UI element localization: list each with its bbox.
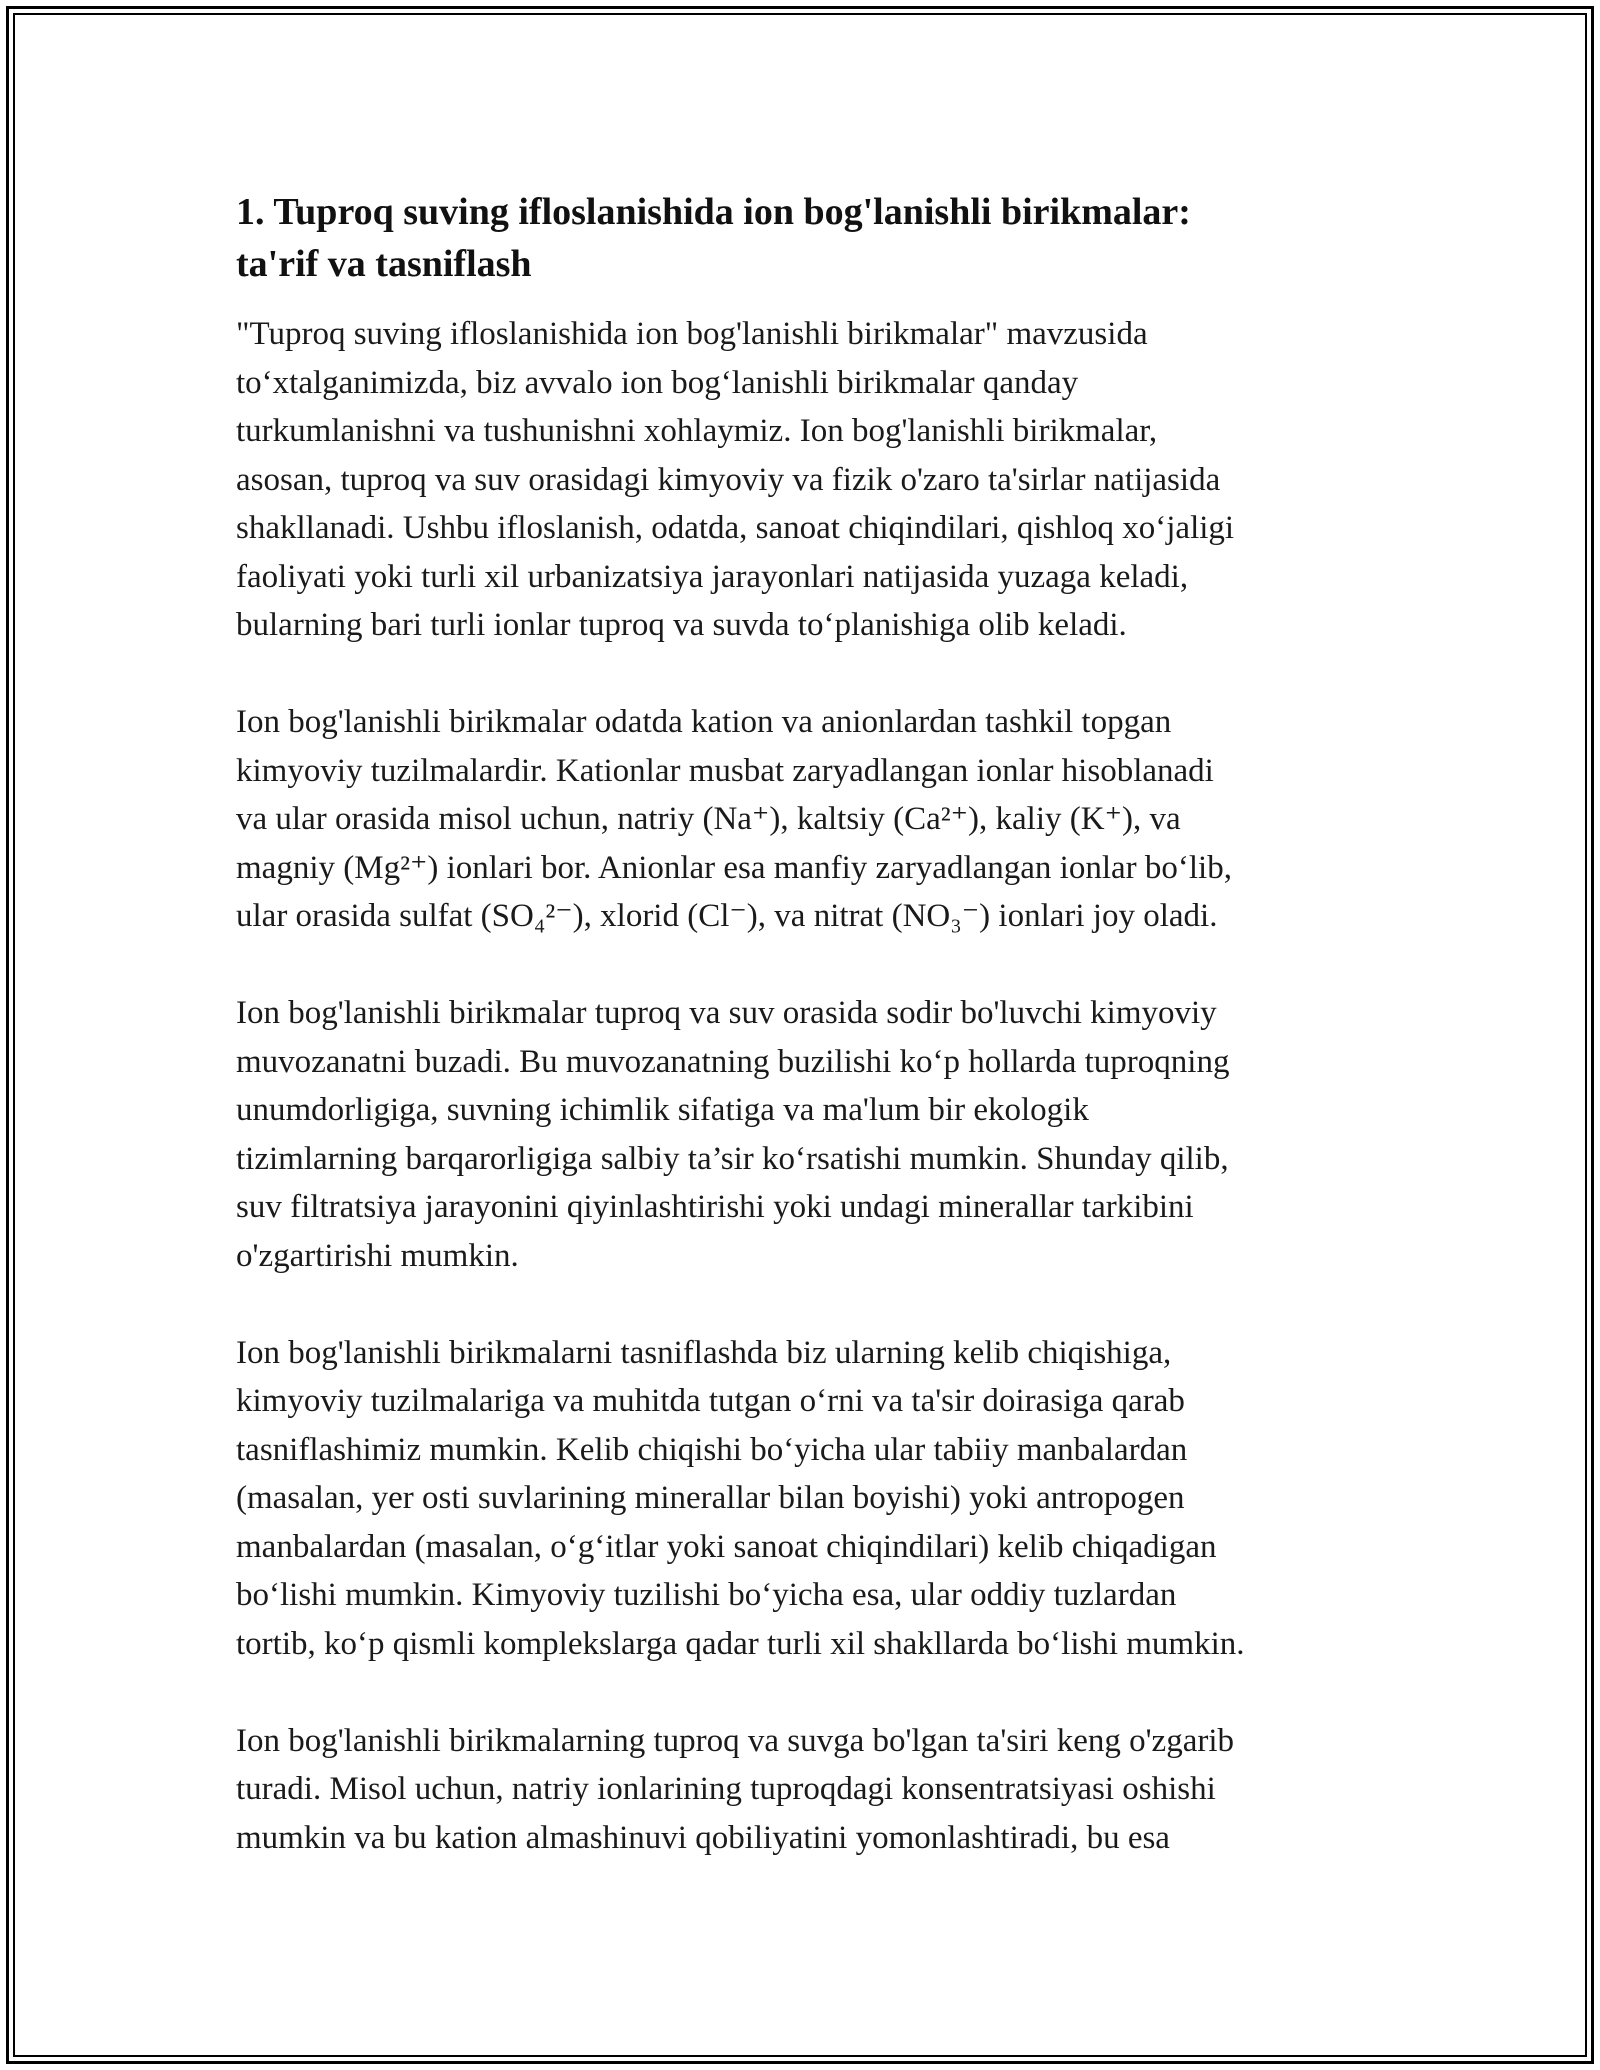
text-line: turkumlanishni va tushunishni xohlaymiz. Ion bog'lanishli birikmalar, <box>236 413 1158 449</box>
text-line: Ion bog'lanishli birikmalarning tuproq va suvga bo'lgan ta'siri keng o'zgarib <box>236 1722 1234 1759</box>
text-line: muvozanatni buzadi. Bu muvozanatning buzilishi ko‘p hollarda tuproqning <box>236 1043 1230 1080</box>
text-line: manbalardan (masalan, o‘g‘itlar yoki sanoat chiqindilari) kelib chiqadigan <box>236 1528 1217 1565</box>
text-line: tizimlarning barqarorligiga salbiy ta’sir ko‘rsatishi mumkin. Shunday qilib, <box>236 1140 1229 1177</box>
text-line: bo‘lishi mumkin. Kimyoviy tuzilishi bo‘yicha esa, ular oddiy tuzlardan <box>236 1577 1177 1613</box>
heading-line: 1. Tuproq suving ifloslanishida ion bog'lanishli birikmalar: <box>236 191 1191 233</box>
paragraph-classification <box>236 1329 1366 1669</box>
text-line: faoliyati yoki turli xil urbanizatsiya jarayonlari natijasida yuzaga keladi, <box>236 558 1189 595</box>
text-line: unumdorligiga, suvning ichimlik sifatiga va ma'lum bir ekologik <box>236 1092 1089 1128</box>
text-line: shakllanadi. Ushbu ifloslanish, odatda, sanoat chiqindilari, qishloq xo‘jaligi <box>236 510 1235 546</box>
paragraph-intro <box>236 310 1366 650</box>
text-line: Ion bog'lanishli birikmalarni tasniflashda biz ularning kelib chiqishiga, <box>236 1334 1172 1371</box>
text-line: tortib, ko‘p qismli komplekslarga qadar turli xil shakllarda bo‘lishi mumkin. <box>236 1625 1245 1662</box>
text-line: turadi. Misol uchun, natriy ionlarining tuproqdagi konsentratsiyasi oshishi <box>236 1771 1216 1807</box>
text-line: Ion bog'lanishli birikmalar tuproq va suv orasida sodir bo'luvchi kimyoviy <box>236 995 1217 1031</box>
document-body <box>236 186 1366 1911</box>
text-line: mumkin va bu kation almashinuvi qobiliyatini yomonlashtiradi, bu esa <box>236 1819 1170 1856</box>
text-line: o'zgartirishi mumkin. <box>236 1237 519 1274</box>
section-heading <box>236 186 1366 290</box>
paragraph-effects <box>236 1717 1366 1863</box>
text-line: tasniflashimiz mumkin. Kelib chiqishi bo‘yicha ular tabiiy manbalardan <box>236 1431 1188 1468</box>
text-line: (masalan, yer osti suvlarining minerallar bilan boyishi) yoki antropogen <box>236 1480 1185 1516</box>
text-line: asosan, tuproq va suv orasidagi kimyoviy va fizik o'zaro ta'sirlar natijasida <box>236 461 1221 498</box>
text-line: magniy (Mg²⁺) ionlari bor. Anionlar esa manfiy zaryadlangan ionlar bo‘lib, <box>236 849 1232 886</box>
text-line: suv filtratsiya jarayonini qiyinlashtirishi yoki undagi minerallar tarkibini <box>236 1189 1194 1225</box>
paragraph-equilibrium <box>236 989 1366 1280</box>
text-line: kimyoviy tuzilmalardir. Kationlar musbat zaryadlangan ionlar hisoblanadi <box>236 752 1214 789</box>
text-line: ular orasida sulfat (SO₄²⁻), xlorid (Cl⁻), va nitrat (NO₃⁻) ionlari joy oladi. <box>236 898 1218 934</box>
heading-line: ta'rif va tasniflash <box>236 243 532 285</box>
text-line: "Tuproq suving ifloslanishida ion bog'lanishli birikmalar" mavzusida <box>236 316 1148 352</box>
text-line: Ion bog'lanishli birikmalar odatda kation va anionlardan tashkil topgan <box>236 704 1172 740</box>
text-line: to‘xtalganimizda, biz avvalo ion bog‘lanishli birikmalar qanday <box>236 364 1079 401</box>
text-line: bularning bari turli ionlar tuproq va suvda to‘planishiga olib keladi. <box>236 607 1127 643</box>
text-line: kimyoviy tuzilmalariga va muhitda tutgan o‘rni va ta'sir doirasiga qarab <box>236 1383 1185 1419</box>
text-line: va ular orasida misol uchun, natriy (Na⁺), kaltsiy (Ca²⁺), kaliy (K⁺), va <box>236 801 1181 837</box>
paragraph-ions <box>236 698 1366 941</box>
